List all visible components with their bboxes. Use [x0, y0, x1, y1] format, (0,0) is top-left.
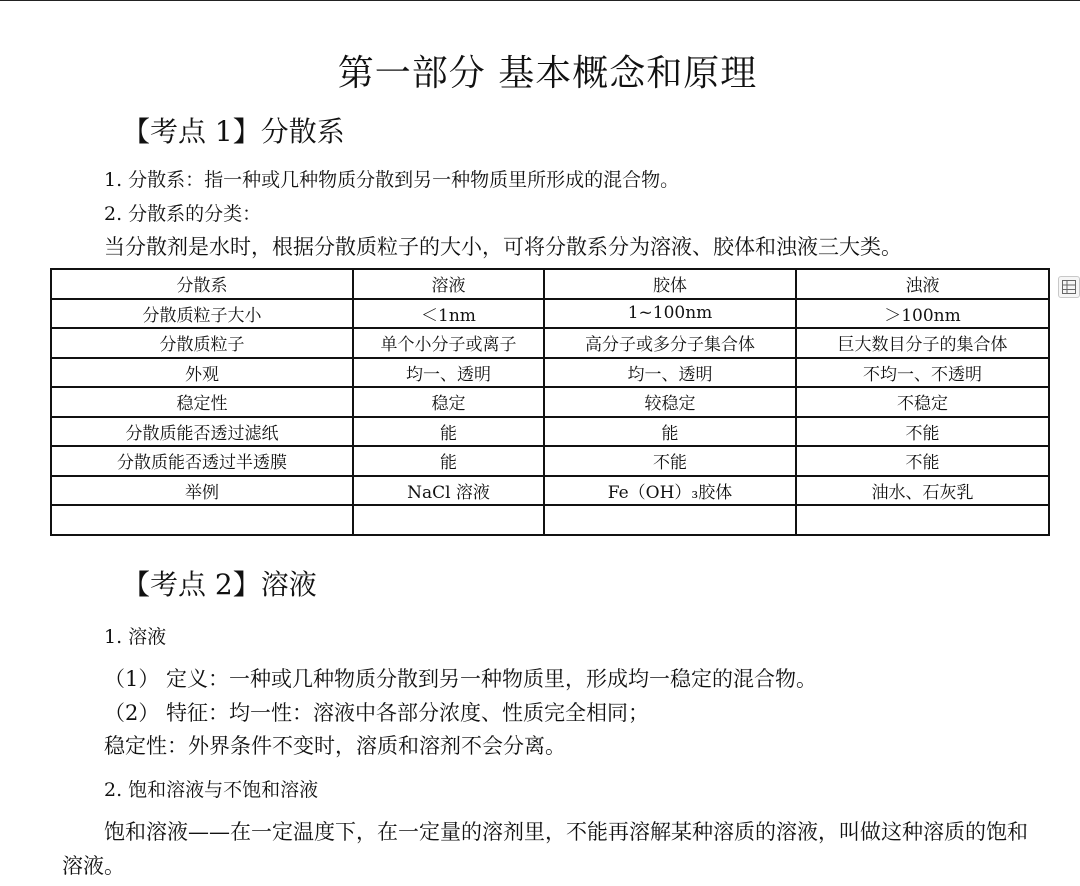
table-cell: 不能: [796, 446, 1049, 476]
table-cell: 油水、石灰乳: [796, 476, 1049, 506]
table-cell: 不能: [796, 417, 1049, 447]
table-select-icon[interactable]: [1058, 276, 1080, 298]
table-cell: 分散质粒子大小: [51, 299, 353, 329]
table-cell: 举例: [51, 476, 353, 506]
table-cell: 1~100nm: [544, 299, 796, 329]
table-row-empty: [51, 505, 1049, 535]
table-cell: [544, 505, 796, 535]
table-cell: ＜1nm: [353, 299, 544, 329]
table-cell: 不能: [544, 446, 796, 476]
paragraph-saturated-line2: 溶液。: [62, 854, 125, 878]
page-top-border: [0, 0, 1080, 1]
table-cell: 稳定性: [51, 387, 353, 417]
table-select-icon-glyph: [1062, 280, 1076, 294]
table-cell: 均一、透明: [544, 358, 796, 388]
table-row: [51, 358, 1049, 388]
table-header-cell: 胶体: [544, 269, 796, 299]
table-cell: 分散质能否透过滤纸: [51, 417, 353, 447]
table-cell: 外观: [51, 358, 353, 388]
table-row: [51, 446, 1049, 476]
table-header-cell: 分散系: [51, 269, 353, 299]
table-cell: 均一、透明: [353, 358, 544, 388]
table-cell: 不均一、不透明: [796, 358, 1049, 388]
paragraph-intro: 当分散剂是水时，根据分散质粒子的大小，可将分散系分为溶液、胶体和浊液三大类。: [104, 235, 902, 259]
table-cell: ＞100nm: [796, 299, 1049, 329]
paragraph-solution-feature: （2） 特征：均一性：溶液中各部分浓度、性质完全相同；: [104, 701, 650, 725]
table-cell: 分散质粒子: [51, 328, 353, 358]
table-cell: 能: [353, 417, 544, 447]
paragraph-saturated-line1: 饱和溶液——在一定温度下，在一定量的溶剂里，不能再溶解某种溶质的溶液，叫做这种溶质的饱和: [104, 820, 1028, 844]
subheading-saturated: 2. 饱和溶液与不饱和溶液: [104, 779, 319, 801]
subheading-solution: 1. 溶液: [104, 626, 167, 648]
paragraph-definition: 1. 分散系：指一种或几种物质分散到另一种物质里所形成的混合物。: [104, 169, 680, 191]
table-row: [51, 476, 1049, 506]
table-cell: NaCl 溶液: [353, 476, 544, 506]
section-heading-1: 【考点 1】分散系: [122, 115, 345, 148]
table-cell: [796, 505, 1049, 535]
paragraph-solution-stability: 稳定性：外界条件不变时，溶质和溶剂不会分离。: [104, 734, 566, 758]
table-cell: 不稳定: [796, 387, 1049, 417]
page-title: 第一部分 基本概念和原理: [337, 53, 758, 94]
paragraph-classification: 2. 分散系的分类：: [104, 203, 262, 225]
table-cell: [353, 505, 544, 535]
table-cell: [51, 505, 353, 535]
table-cell: 能: [353, 446, 544, 476]
table-cell: 巨大数目分子的集合体: [796, 328, 1049, 358]
table-cell: 较稳定: [544, 387, 796, 417]
dispersion-table: [50, 268, 1050, 536]
table-cell: Fe（OH）₃胶体: [544, 476, 796, 506]
table-row: [51, 299, 1049, 329]
table-cell: 单个小分子或离子: [353, 328, 544, 358]
table-row: [51, 417, 1049, 447]
table-cell: 能: [544, 417, 796, 447]
table-row: [51, 328, 1049, 358]
table-header-cell: 溶液: [353, 269, 544, 299]
section-heading-2: 【考点 2】溶液: [122, 568, 317, 601]
table-cell: 分散质能否透过半透膜: [51, 446, 353, 476]
table-header-row: [51, 269, 1049, 299]
table-cell: 高分子或多分子集合体: [544, 328, 796, 358]
table-header-cell: 浊液: [796, 269, 1049, 299]
paragraph-solution-definition: （1） 定义：一种或几种物质分散到另一种物质里，形成均一稳定的混合物。: [104, 667, 818, 691]
table-cell: 稳定: [353, 387, 544, 417]
table-row: [51, 387, 1049, 417]
